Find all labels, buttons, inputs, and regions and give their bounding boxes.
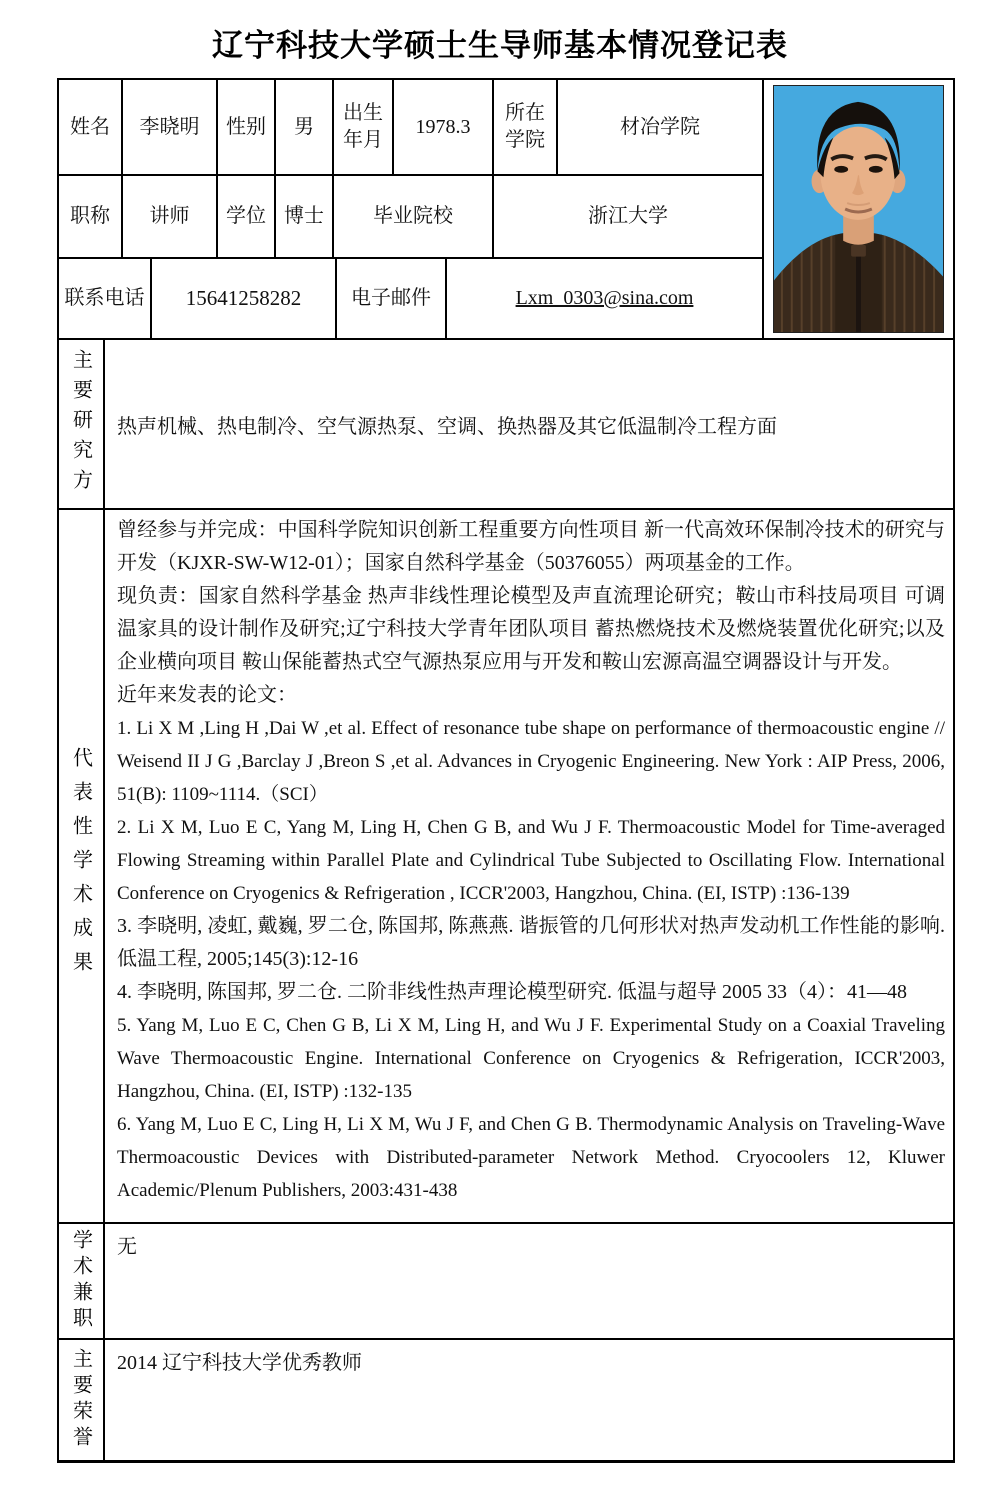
publication-item: 1. Li X M ,Ling H ,Dai W ,et al. Effect of resonance tube shape on performance of thermoacoustic engine // Weisend II J G ,Barclay J ,Breon S ,et al. Advances in Cryogenic Engineering. New York : AIP Press, 2006, 51(B): 1109~1114.（SCI） [117, 718, 945, 805]
publication-item: 3. 李晓明, 凌虹, 戴巍, 罗二仓, 陈国邦, 陈燕燕. 谐振管的几何形状对热声发动机工作性能的影响. 低温工程, 2005;145(3):12-16 [117, 915, 945, 970]
row-jobtitle-degree-school [59, 176, 762, 258]
email-value-cell [447, 259, 762, 338]
research-direction-label: 主要研究方 [69, 349, 92, 499]
name-label: 姓名 [59, 80, 123, 174]
academic-posts-label-cell [59, 1224, 105, 1338]
college-label: 所在学院 [494, 80, 558, 174]
job-title-value: 讲师 [123, 176, 218, 256]
phone-label: 联系电话 [59, 259, 152, 338]
honors-label: 主要荣誉 [69, 1348, 92, 1452]
degree-value: 博士 [276, 176, 334, 256]
honors-content: 2014 辽宁科技大学优秀教师 [117, 1352, 362, 1374]
photo-cell [762, 80, 953, 338]
header-block [59, 80, 953, 340]
achievements-label-cell [59, 510, 105, 1222]
portrait-photo-graphic [774, 86, 943, 332]
honors-label-cell [59, 1340, 105, 1460]
publication-item: 2. Li X M, Luo E C, Yang M, Ling H, Chen G B, and Wu J F. Thermoacoustic Model for Time-averaged Flowing Streaming within Parallel Plate and Cylindrical Tube Subjected to Oscillating Flow. International Conference on Cryogenics & Refrigeration , ICCR'2003, Hangzhou, China. (EI, ISTP) :136-139 [117, 817, 945, 904]
achievements-paragraph: 曾经参与并完成：中国科学院知识创新工程重要方向性项目 新一代高效环保制冷技术的研究与开发（KJXR-SW-W12-01）；国家自然科学基金（50376055）两项基金的工作。 [117, 519, 945, 574]
row-name-gender-birth-college [59, 80, 762, 176]
publication-item: 4. 李晓明, 陈国邦, 罗二仓. 二阶非线性热声理论模型研究. 低温与超导 2005 33（4）：41—48 [117, 981, 907, 1003]
registration-table [57, 78, 955, 1463]
id-photo [773, 85, 944, 333]
email-link[interactable]: Lxm_0303@sina.com [515, 286, 694, 309]
achievements-paragraph: 近年来发表的论文： [117, 684, 297, 706]
page-title: 辽宁科技大学硕士生导师基本情况登记表 [212, 28, 788, 64]
row-achievements [59, 510, 953, 1224]
research-direction-content: 热声机械、热电制冷、空气源热泵、空调、换热器及其它低温制冷工程方面 [117, 415, 777, 438]
college-value: 材冶学院 [620, 115, 700, 138]
academic-posts-content: 无 [117, 1236, 137, 1258]
publication-item: 6. Yang M, Luo E C, Ling H, Li X M, Wu J F, and Chen G B. Thermodynamic Analysis on Traveling-Wave Thermoacoustic Devices with Distributed-parameter Network Method. Cryocoolers 12, Kluwer Academic/Plenum Publishers, 2003:431-438 [117, 1114, 945, 1201]
gender-label: 性别 [218, 80, 276, 174]
publication-item: 5. Yang M, Luo E C, Chen G B, Li X M, Ling H, and Wu J F. Experimental Study on a Coaxial Traveling Wave Thermoacoustic Engine. International Conference on Cryogenics & Refrigeration, ICCR'2003, Hangzhou, China. (EI, ISTP) :132-135 [117, 1015, 945, 1102]
gender-value: 男 [276, 80, 334, 174]
job-title-label: 职称 [59, 176, 123, 256]
email-label: 电子邮件 [337, 259, 447, 338]
row-phone-email [59, 259, 762, 338]
row-research-direction [59, 340, 953, 510]
row-honors [59, 1340, 953, 1460]
degree-label: 学位 [218, 176, 276, 256]
academic-posts-label: 学术兼职 [69, 1229, 92, 1333]
achievements-content [105, 510, 953, 1222]
header-left-grid [59, 80, 762, 338]
achievements-label: 代表性学术成果 [69, 747, 92, 985]
achievements-text-body [105, 510, 953, 1220]
birth-label: 出生年月 [334, 80, 394, 174]
school-label: 毕业院校 [334, 176, 494, 256]
school-value: 浙江大学 [588, 204, 668, 227]
phone-value: 15641258282 [152, 259, 337, 338]
name-value: 李晓明 [123, 80, 218, 174]
row-academic-posts [59, 1224, 953, 1340]
achievements-paragraph: 现负责：国家自然科学基金 热声非线性理论模型及声直流理论研究；鞍山市科技局项目 可调温家具的设计制作及研究;辽宁科技大学青年团队项目 蓄热燃烧技术及燃烧装置优化研究;以及企业横向项目 鞍山保能蓄热式空气源热泵应用与开发和鞍山宏源高温空调器设计与开发。 [117, 585, 945, 673]
birth-value: 1978.3 [394, 80, 494, 174]
research-direction-label-cell [59, 340, 105, 508]
